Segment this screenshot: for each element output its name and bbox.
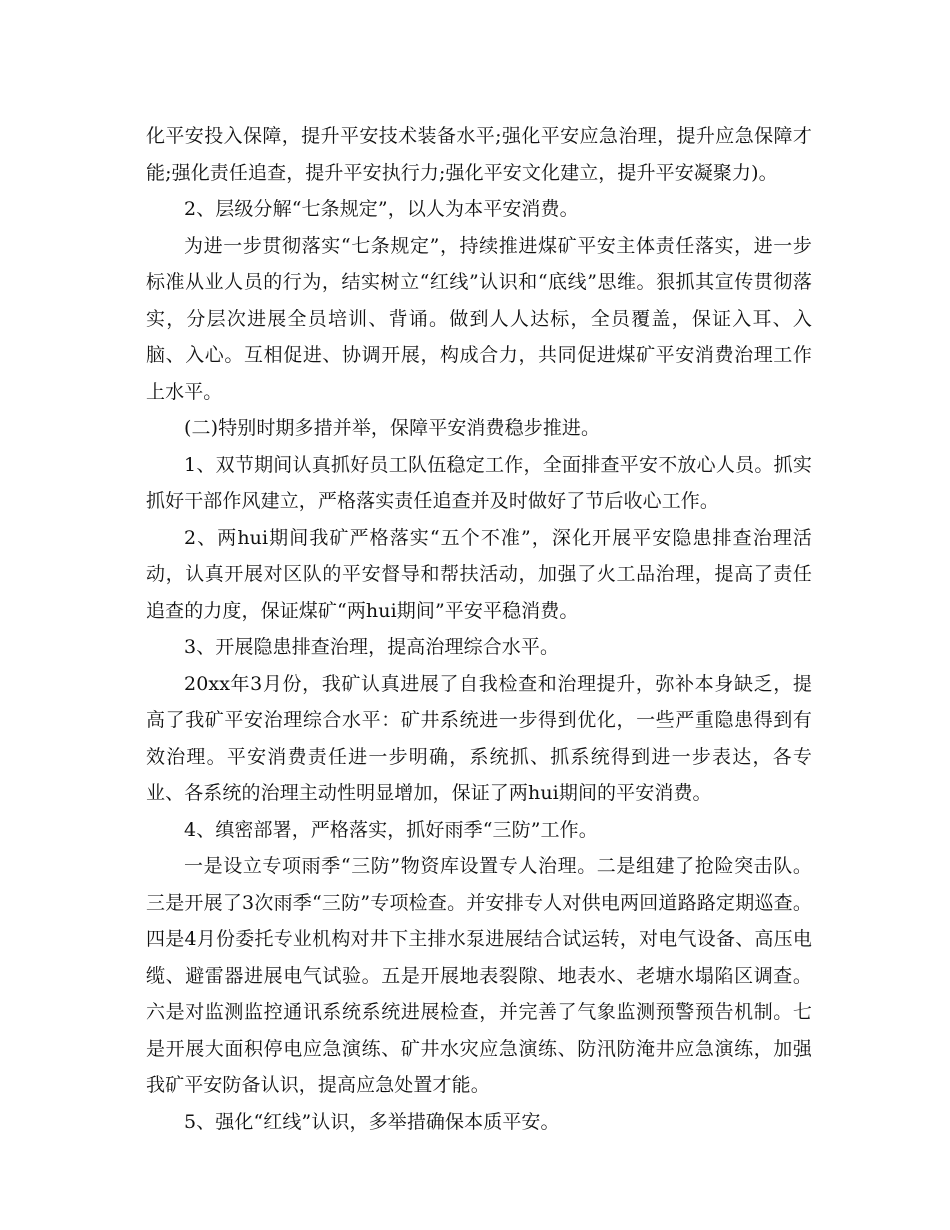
section-heading-special-period: (二)特别时期多措并举，保障平安消费稳步推进。 [184, 417, 601, 439]
paragraph-item-3-heading: 3、开展隐患排查治理，提高治理综合水平。 [184, 636, 560, 658]
paragraph-item-2: 2、两hui期间我矿严格落实“五个不准”，深化开展平安隐患排查治理活动，认真开展对区队的平安督导和帮扶活动，加强了火工品治理，提高了责任追查的力度，保证煤矿“两hui期间”平安平稳消费。 [146, 526, 812, 622]
paragraph-item-5-heading: 5、强化“红线”认识，多举措确保本质平安。 [184, 1110, 560, 1133]
paragraph-rainy-season-measures: 一是设立专项雨季“三防”物资库设置专人治理。二是组建了抢险突击队。三是开展了3次雨季“三防”专项检查。并安排专人对供电两回道路路定期巡查。四是4月份委托专业机构对井下主排水泵进展结合试运转，对电气设备、高压电缆、避雷器进展电气试验。五是开展地表裂隙、地表水、老塘水塌陷区调查。六是对监测监控通讯系统系统进展检查，并完善了气象监测预警预告机制。七是开展大面积停电应急演练、矿井水灾应急演练、防汛防淹井应急演练，加强我矿平安防备认识，提高应急处置才能。 [146, 855, 812, 1096]
document-body [146, 118, 812, 1140]
paragraph-item-1: 1、双节期间认真抓好员工队伍稳定工作，全面排查平安不放心人员。抓实抓好干部作风建立，严格落实责任追查并及时做好了节后收心工作。 [146, 453, 812, 512]
paragraph-seven-rules: 为进一步贯彻落实“七条规定”，持续推进煤矿平安主体责任落实，进一步标准从业人员的行为，结实树立“红线”认识和“底线”思维。狠抓其宣传贯彻落实，分层次进展全员培训、背诵。做到人人达标，全员覆盖，保证入耳、入脑、入心。互相促进、协调开展，构成合力，共同促进煤矿平安消费治理工作上水平。 [146, 234, 812, 403]
paragraph-continuation: 化平安投入保障，提升平安技术装备水平;强化平安应急治理，提升应急保障才能;强化责任追查，提升平安执行力;强化平安文化建立，提升平安凝聚力)。 [146, 125, 812, 184]
paragraph-item-4-heading: 4、缜密部署，严格落实，抓好雨季“三防”工作。 [184, 818, 598, 841]
paragraph-march-review: 20xx年3月份，我矿认真进展了自我检查和治理提升，弥补本身缺乏，提高了我矿平安治理综合水平：矿井系统进一步得到优化，一些严重隐患得到有效治理。平安消费责任进一步明确，系统抓、抓系统得到进一步表达，各专业、各系统的治理主动性明显增加，保证了两hui期间的平安消费。 [146, 672, 812, 804]
paragraph-heading-2: 2、层级分解“七条规定”，以人为本平安消费。 [184, 198, 579, 220]
